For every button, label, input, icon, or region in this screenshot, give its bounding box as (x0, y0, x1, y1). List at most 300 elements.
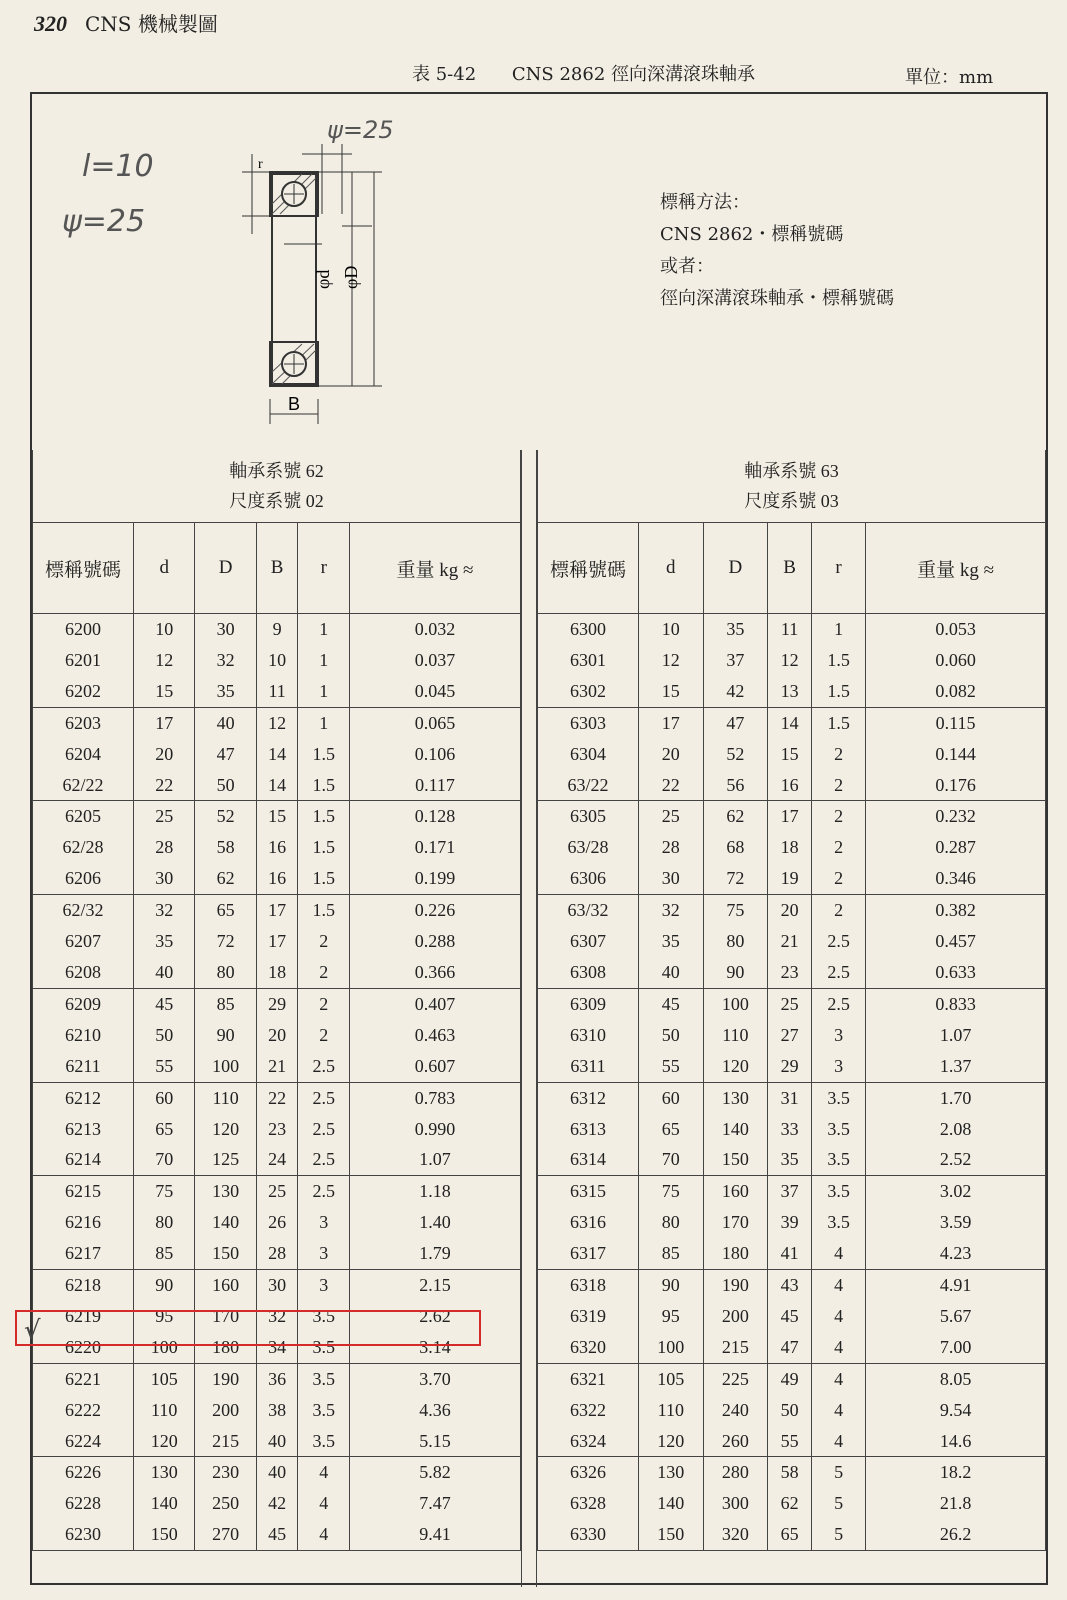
cell-B: 30 (256, 1270, 298, 1301)
cell-d: 35 (639, 926, 704, 957)
cell-D: 215 (703, 1332, 768, 1363)
cell-r: 2 (811, 770, 865, 801)
cell-d: 40 (639, 957, 704, 988)
cell-code: 6326 (538, 1457, 639, 1488)
cell-D: 300 (703, 1488, 768, 1519)
cell-B: 21 (256, 1051, 298, 1082)
table-row (33, 739, 521, 770)
cell-d: 30 (639, 863, 704, 894)
cell-d: 32 (134, 895, 195, 926)
table-row (33, 1270, 521, 1301)
cell-D: 75 (703, 895, 768, 926)
cell-d: 35 (134, 926, 195, 957)
table-row (538, 1144, 1046, 1175)
cell-B: 42 (256, 1488, 298, 1519)
cell-r: 2 (811, 801, 865, 832)
cell-d: 90 (134, 1270, 195, 1301)
cell-B: 11 (256, 676, 298, 707)
cell-code: 6322 (538, 1395, 639, 1426)
cell-r: 3.5 (811, 1144, 865, 1175)
cell-weight: 0.407 (350, 988, 521, 1019)
table-row (33, 1519, 521, 1550)
cell-weight: 2.08 (866, 1114, 1046, 1145)
table-row (33, 1020, 521, 1051)
cell-weight: 0.117 (350, 770, 521, 801)
cell-weight: 0.232 (866, 801, 1046, 832)
table-row (33, 1144, 521, 1175)
cell-D: 160 (195, 1270, 256, 1301)
table-row (33, 1082, 521, 1113)
cell-code: 6215 (33, 1176, 134, 1207)
cell-code: 6212 (33, 1082, 134, 1113)
cell-code: 63/28 (538, 832, 639, 863)
cell-B: 17 (256, 926, 298, 957)
cell-r: 4 (298, 1488, 350, 1519)
table-row (33, 1395, 521, 1426)
cell-D: 200 (703, 1301, 768, 1332)
cell-D: 72 (703, 863, 768, 894)
cell-B: 41 (768, 1238, 812, 1269)
label-r-top: r (258, 157, 263, 172)
cell-code: 6312 (538, 1082, 639, 1113)
cell-r: 2 (298, 957, 350, 988)
cell-D: 200 (195, 1395, 256, 1426)
cell-B: 18 (768, 832, 812, 863)
cell-weight: 0.633 (866, 957, 1046, 988)
cell-code: 6315 (538, 1176, 639, 1207)
cell-d: 100 (639, 1332, 704, 1363)
cell-r: 2.5 (298, 1114, 350, 1145)
table-row (538, 1457, 1046, 1488)
cell-weight: 0.199 (350, 863, 521, 894)
cell-B: 45 (256, 1519, 298, 1550)
cell-code: 6230 (33, 1519, 134, 1550)
cell-D: 47 (195, 739, 256, 770)
table-title: CNS 2862 徑向深溝滾珠軸承 (511, 64, 756, 85)
cell-weight: 3.70 (350, 1363, 521, 1394)
cell-D: 120 (195, 1114, 256, 1145)
table-row (33, 676, 521, 707)
cell-B: 32 (256, 1301, 298, 1332)
cell-code: 6210 (33, 1020, 134, 1051)
cell-D: 160 (703, 1176, 768, 1207)
col-header-d: d (134, 523, 195, 614)
cell-r: 2 (811, 739, 865, 770)
cell-D: 90 (703, 957, 768, 988)
cell-D: 260 (703, 1426, 768, 1457)
table-row (33, 1488, 521, 1519)
cell-weight: 0.045 (350, 676, 521, 707)
cell-d: 40 (134, 957, 195, 988)
series-label: 軸承系號 62 (229, 461, 324, 481)
cell-code: 62/28 (33, 832, 134, 863)
cell-B: 24 (256, 1144, 298, 1175)
cell-B: 23 (768, 957, 812, 988)
cell-d: 80 (639, 1207, 704, 1238)
cell-code: 6224 (33, 1426, 134, 1457)
cell-d: 150 (639, 1519, 704, 1550)
cell-B: 33 (768, 1114, 812, 1145)
col-header-code: 標稱號碼 (33, 523, 134, 614)
cell-code: 6330 (538, 1519, 639, 1550)
cell-code: 6219 (33, 1301, 134, 1332)
cell-weight: 0.366 (350, 957, 521, 988)
table-row (33, 988, 521, 1019)
cell-B: 25 (768, 988, 812, 1019)
cell-B: 40 (256, 1457, 298, 1488)
label-phi-d: φd (313, 269, 333, 289)
cell-d: 130 (134, 1457, 195, 1488)
cell-code: 6306 (538, 863, 639, 894)
cell-B: 22 (256, 1082, 298, 1113)
cell-B: 16 (256, 863, 298, 894)
table-row (33, 895, 521, 926)
cell-d: 60 (639, 1082, 704, 1113)
table-row (538, 895, 1046, 926)
cell-r: 1 (298, 614, 350, 645)
dimension-series-label: 尺度系號 02 (229, 491, 324, 511)
cell-code: 6220 (33, 1332, 134, 1363)
cell-B: 40 (256, 1426, 298, 1457)
cell-B: 37 (768, 1176, 812, 1207)
table-row (538, 770, 1046, 801)
cell-r: 3 (298, 1270, 350, 1301)
cell-B: 39 (768, 1207, 812, 1238)
cell-weight: 0.226 (350, 895, 521, 926)
cell-r: 2 (298, 926, 350, 957)
cell-B: 47 (768, 1332, 812, 1363)
col-header-r: r (811, 523, 865, 614)
cell-d: 110 (134, 1395, 195, 1426)
cell-D: 30 (195, 614, 256, 645)
cell-B: 23 (256, 1114, 298, 1145)
cell-code: 6216 (33, 1207, 134, 1238)
cell-r: 2 (298, 988, 350, 1019)
cell-B: 15 (256, 801, 298, 832)
cell-D: 230 (195, 1457, 256, 1488)
cell-r: 1 (811, 614, 865, 645)
cell-D: 180 (195, 1332, 256, 1363)
table-separator (521, 450, 537, 1587)
table-row (538, 988, 1046, 1019)
cell-d: 65 (134, 1114, 195, 1145)
cell-B: 55 (768, 1426, 812, 1457)
table-frame (30, 92, 1048, 1585)
cell-weight: 4.91 (866, 1270, 1046, 1301)
cell-D: 180 (703, 1238, 768, 1269)
cell-code: 6311 (538, 1051, 639, 1082)
cell-code: 6309 (538, 988, 639, 1019)
cell-code: 6213 (33, 1114, 134, 1145)
cell-r: 3.5 (298, 1395, 350, 1426)
cell-d: 50 (639, 1020, 704, 1051)
cell-B: 28 (256, 1238, 298, 1269)
cell-code: 6201 (33, 645, 134, 676)
cell-code: 6314 (538, 1144, 639, 1175)
col-header-d: d (639, 523, 704, 614)
cell-r: 3 (298, 1207, 350, 1238)
cell-r: 1.5 (298, 801, 350, 832)
cell-d: 120 (639, 1426, 704, 1457)
cell-D: 320 (703, 1519, 768, 1550)
cell-B: 26 (256, 1207, 298, 1238)
cell-D: 68 (703, 832, 768, 863)
cell-r: 3 (298, 1238, 350, 1269)
cell-weight: 0.833 (866, 988, 1046, 1019)
table-row (33, 863, 521, 894)
cell-weight: 14.6 (866, 1426, 1046, 1457)
cell-B: 12 (256, 707, 298, 738)
cell-code: 6217 (33, 1238, 134, 1269)
cell-d: 105 (134, 1363, 195, 1394)
cell-B: 12 (768, 645, 812, 676)
notation-line: CNS 2862・標稱號碼 (660, 224, 844, 245)
cell-r: 1.5 (298, 770, 350, 801)
cell-weight: 0.115 (866, 707, 1046, 738)
table-row (538, 801, 1046, 832)
cell-weight: 2.52 (866, 1144, 1046, 1175)
cell-d: 22 (134, 770, 195, 801)
cell-code: 6226 (33, 1457, 134, 1488)
cell-r: 2.5 (298, 1051, 350, 1082)
cell-code: 6308 (538, 957, 639, 988)
table-row (538, 1395, 1046, 1426)
table-row (33, 957, 521, 988)
cell-code: 6200 (33, 614, 134, 645)
table-row (538, 1051, 1046, 1082)
cell-code: 6205 (33, 801, 134, 832)
table-row (538, 926, 1046, 957)
table-row (33, 832, 521, 863)
cell-d: 15 (639, 676, 704, 707)
group-header-63 (538, 450, 1046, 523)
cell-code: 63/22 (538, 770, 639, 801)
cell-r: 1.5 (298, 895, 350, 926)
cell-r: 4 (811, 1270, 865, 1301)
cell-weight: 0.463 (350, 1020, 521, 1051)
col-header-B: B (768, 523, 812, 614)
cell-r: 2 (298, 1020, 350, 1051)
cell-weight: 3.14 (350, 1332, 521, 1363)
cell-D: 62 (195, 863, 256, 894)
cell-B: 16 (256, 832, 298, 863)
table-row (538, 1301, 1046, 1332)
label-B: B (288, 394, 301, 414)
page-header (34, 8, 218, 38)
cell-code: 6304 (538, 739, 639, 770)
cell-d: 28 (134, 832, 195, 863)
cell-r: 3.5 (811, 1176, 865, 1207)
cell-D: 110 (195, 1082, 256, 1113)
cell-d: 70 (134, 1144, 195, 1175)
cell-D: 225 (703, 1363, 768, 1394)
table-row (33, 1363, 521, 1394)
cell-code: 6208 (33, 957, 134, 988)
table-row (538, 1363, 1046, 1394)
cell-d: 100 (134, 1332, 195, 1363)
cell-B: 10 (256, 645, 298, 676)
cell-weight: 7.47 (350, 1488, 521, 1519)
cell-weight: 0.037 (350, 645, 521, 676)
cell-D: 280 (703, 1457, 768, 1488)
cell-code: 6313 (538, 1114, 639, 1145)
cell-code: 6202 (33, 676, 134, 707)
table-row (538, 676, 1046, 707)
cell-B: 58 (768, 1457, 812, 1488)
table-row (33, 1051, 521, 1082)
table-row (538, 1332, 1046, 1363)
cell-weight: 26.2 (866, 1519, 1046, 1550)
cell-d: 10 (134, 614, 195, 645)
cell-r: 3.5 (811, 1082, 865, 1113)
cell-d: 15 (134, 676, 195, 707)
cell-weight: 18.2 (866, 1457, 1046, 1488)
table-row (33, 1114, 521, 1145)
table-row (33, 1207, 521, 1238)
table-caption (412, 60, 785, 86)
cell-weight: 9.54 (866, 1395, 1046, 1426)
cell-D: 72 (195, 926, 256, 957)
cell-B: 14 (256, 739, 298, 770)
table-row (538, 1488, 1046, 1519)
cell-d: 95 (639, 1301, 704, 1332)
cell-D: 80 (195, 957, 256, 988)
cell-r: 3.5 (298, 1363, 350, 1394)
dimension-series-label: 尺度系號 03 (744, 491, 839, 511)
cell-weight: 8.05 (866, 1363, 1046, 1394)
cell-weight: 1.18 (350, 1176, 521, 1207)
label-phi-D: φD (341, 265, 361, 289)
notation-method (660, 187, 894, 315)
cell-r: 4 (811, 1301, 865, 1332)
cell-B: 31 (768, 1082, 812, 1113)
cell-B: 62 (768, 1488, 812, 1519)
table-row (33, 645, 521, 676)
cell-r: 4 (811, 1395, 865, 1426)
cell-D: 215 (195, 1426, 256, 1457)
cell-code: 6211 (33, 1051, 134, 1082)
highlighted-row-box (15, 1310, 481, 1346)
group-header-62 (33, 450, 521, 523)
cell-weight: 0.783 (350, 1082, 521, 1113)
cell-d: 75 (639, 1176, 704, 1207)
cell-r: 1.5 (298, 832, 350, 863)
cell-d: 17 (639, 707, 704, 738)
cell-B: 27 (768, 1020, 812, 1051)
cell-B: 36 (256, 1363, 298, 1394)
cell-code: 62/32 (33, 895, 134, 926)
cell-r: 4 (811, 1332, 865, 1363)
cell-weight: 1.79 (350, 1238, 521, 1269)
cell-B: 20 (256, 1020, 298, 1051)
cell-r: 1 (298, 707, 350, 738)
cell-code: 6207 (33, 926, 134, 957)
cell-B: 11 (768, 614, 812, 645)
cell-d: 110 (639, 1395, 704, 1426)
cell-r: 4 (811, 1426, 865, 1457)
cell-code: 6324 (538, 1426, 639, 1457)
cell-d: 80 (134, 1207, 195, 1238)
cell-D: 140 (195, 1207, 256, 1238)
cell-D: 100 (195, 1051, 256, 1082)
cell-D: 52 (703, 739, 768, 770)
cell-d: 85 (639, 1238, 704, 1269)
cell-weight: 0.144 (866, 739, 1046, 770)
table-row (33, 1238, 521, 1269)
cell-code: 6318 (538, 1270, 639, 1301)
cell-code: 6321 (538, 1363, 639, 1394)
cell-weight: 0.065 (350, 707, 521, 738)
cell-code: 6328 (538, 1488, 639, 1519)
cell-d: 90 (639, 1270, 704, 1301)
cell-weight: 0.060 (866, 645, 1046, 676)
table-row (538, 1082, 1046, 1113)
cell-code: 6222 (33, 1395, 134, 1426)
cell-r: 2.5 (811, 957, 865, 988)
cell-r: 4 (811, 1238, 865, 1269)
cell-B: 17 (256, 895, 298, 926)
cell-d: 140 (639, 1488, 704, 1519)
cell-d: 85 (134, 1238, 195, 1269)
cell-d: 75 (134, 1176, 195, 1207)
cell-r: 5 (811, 1488, 865, 1519)
page-number: 320 (34, 11, 67, 36)
cell-D: 250 (195, 1488, 256, 1519)
cell-weight: 5.67 (866, 1301, 1046, 1332)
cell-weight: 2.15 (350, 1270, 521, 1301)
cell-weight: 1.07 (866, 1020, 1046, 1051)
cell-d: 140 (134, 1488, 195, 1519)
cell-B: 43 (768, 1270, 812, 1301)
table-row (33, 770, 521, 801)
cell-D: 35 (703, 614, 768, 645)
table-row (538, 1270, 1046, 1301)
table-row (33, 1457, 521, 1488)
cell-r: 2.5 (298, 1144, 350, 1175)
cell-r: 3 (811, 1020, 865, 1051)
handwritten-note-2: l=10 (82, 149, 154, 184)
table-row (538, 739, 1046, 770)
cell-d: 12 (639, 645, 704, 676)
cell-B: 14 (256, 770, 298, 801)
cell-d: 20 (134, 739, 195, 770)
cell-code: 6307 (538, 926, 639, 957)
cell-weight: 9.41 (350, 1519, 521, 1550)
cell-B: 49 (768, 1363, 812, 1394)
cell-B: 38 (256, 1395, 298, 1426)
cell-r: 3.5 (298, 1332, 350, 1363)
cell-code: 6214 (33, 1144, 134, 1175)
cell-weight: 0.171 (350, 832, 521, 863)
cell-code: 6301 (538, 645, 639, 676)
cell-r: 2 (811, 895, 865, 926)
cell-weight: 5.15 (350, 1426, 521, 1457)
cell-D: 120 (703, 1051, 768, 1082)
cell-r: 5 (811, 1457, 865, 1488)
cell-r: 4 (298, 1519, 350, 1550)
cell-D: 80 (703, 926, 768, 957)
cell-weight: 0.032 (350, 614, 521, 645)
cell-d: 12 (134, 645, 195, 676)
bearing-figure (32, 94, 1046, 450)
cell-D: 100 (703, 988, 768, 1019)
table-row (538, 1207, 1046, 1238)
cell-B: 21 (768, 926, 812, 957)
cell-D: 40 (195, 707, 256, 738)
cell-D: 170 (703, 1207, 768, 1238)
cell-d: 28 (639, 832, 704, 863)
cell-d: 60 (134, 1082, 195, 1113)
